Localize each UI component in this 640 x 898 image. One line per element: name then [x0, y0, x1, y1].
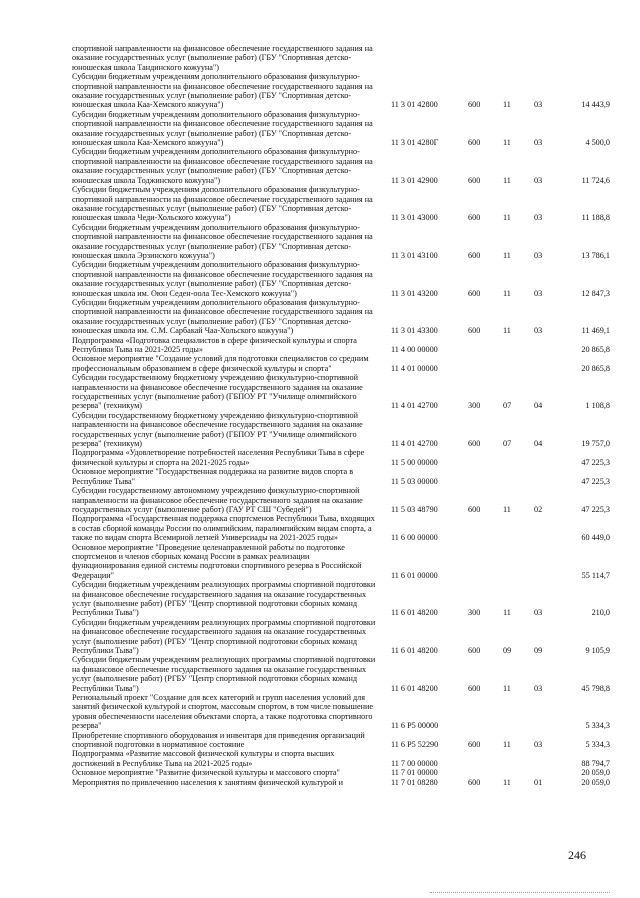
row-rz: 07: [503, 439, 512, 449]
row-description: Субсидии бюджетным учреждениям дополнительного образования физкультурно-спортивной направленности на финансовое обеспечение государственного задания на оказание государственных услуг (выполнение работ) (ГБУ "Спортивная детско-юношеская школа Каа-Хемского кожууна"): [72, 109, 373, 148]
row-rz: 11: [503, 288, 511, 298]
row-code: 11 6 00 00000: [391, 533, 438, 543]
table-row: [72, 655, 612, 693]
row-pr: 03: [534, 608, 543, 618]
table-row: [72, 467, 612, 486]
row-sum: 47 225,3: [581, 457, 610, 467]
table-row: [72, 693, 612, 731]
row-sum: 9 105,9: [585, 646, 610, 655]
row-vr: 600: [468, 740, 481, 750]
row-description: спортивной направленности на финансовое обеспечение государственного задания на оказание государственных услуг (выполнение работ) (ГБУ "Спортивная детско-юношеская школа Тандинского кожууна"): [72, 44, 373, 72]
table-row: [72, 580, 612, 618]
row-code: 11 6 P5 52290: [391, 740, 439, 750]
row-vr: 600: [468, 213, 481, 223]
row-description: Субсидии бюджетным учреждениям реализующих программы спортивной подготовки на финансовое обеспечение государственного задания на оказание государственных услуг (выполнение работ) (РГБУ "Центр спортивной подготовки сборных команд Республики Тыва"): [72, 617, 376, 655]
page-number: 246: [568, 848, 586, 862]
row-pr: 09: [534, 646, 543, 655]
table-row: [72, 185, 612, 223]
row-sum: 20 865,8: [581, 345, 610, 354]
row-description: Субсидии бюджетным учреждениям дополнительного образования физкультурно-спортивной направленности на финансовое обеспечение государственного задания на оказание государственных услуг (выполнение работ) (ГБУ "Спортивная детско-юношеская школа Тоджинского кожууна"): [72, 147, 373, 185]
table-row: [72, 778, 612, 787]
row-vr: 600: [468, 777, 481, 787]
row-pr: 03: [534, 175, 543, 185]
row-rz: 11: [503, 326, 511, 336]
row-vr: 600: [468, 138, 481, 148]
table-row: [72, 448, 612, 467]
row-description: Основное мероприятие "Создание условий для подготовки специалистов со средним профессиональным образованием в сфере физической культуры и спорта": [72, 354, 369, 373]
row-code: 11 3 01 43200: [391, 288, 438, 298]
row-rz: 11: [503, 608, 511, 618]
row-rz: 11: [503, 100, 511, 110]
row-pr: 03: [534, 250, 543, 260]
row-sum: 88 794,7: [581, 758, 610, 768]
row-code: 11 7 01 00000: [391, 768, 438, 778]
row-pr: 03: [534, 683, 543, 693]
row-code: 11 6 01 48200: [391, 608, 438, 618]
row-pr: 03: [534, 100, 543, 110]
table-row: [72, 411, 612, 449]
row-description: Субсидии государственному бюджетному учреждению физкультурно-спортивной направленности на финансовое обеспечение государственного задания на оказание государственных услуг (выполнение работ) (ГБПОУ РТ "Училище олимпийского резерва" (техникум): [72, 410, 363, 449]
row-sum: 12 847,3: [581, 288, 610, 298]
row-description: Подпрограмма «Подготовка специалистов в сфере физической культуры и спорта Республики Тыва на 2021-2025 годы»: [72, 335, 357, 354]
row-code: 11 3 01 42900: [391, 175, 438, 185]
table-row: [72, 373, 612, 411]
table-row: [72, 298, 612, 336]
table-row: [72, 514, 612, 542]
row-sum: 45 798,8: [581, 683, 610, 693]
row-pr: 03: [534, 288, 543, 298]
table-row: [72, 336, 612, 355]
row-description: Субсидии бюджетным учреждениям дополнительного образования физкультурно-спортивной направленности на финансовое обеспечение государственного задания на оказание государственных услуг (выполнение работ) (ГБУ "Спортивная детско-юношеская школа им. Оюн Седен-оола Тес-Хемского кожууна"): [72, 260, 373, 298]
row-vr: 600: [468, 646, 481, 655]
row-pr: 02: [534, 504, 543, 514]
row-sum: 1 108,8: [585, 401, 610, 411]
row-rz: 11: [503, 138, 511, 148]
budget-table: [72, 44, 612, 787]
table-row: [72, 618, 612, 656]
row-code: 11 4 01 42700: [391, 401, 438, 411]
row-code: 11 6 01 00000: [391, 570, 438, 580]
row-vr: 600: [468, 504, 481, 514]
table-row: [72, 486, 612, 514]
row-vr: 300: [468, 401, 481, 411]
row-rz: 09: [503, 646, 512, 655]
row-pr: 03: [534, 326, 543, 336]
table-row: [72, 72, 612, 110]
row-description: Субсидии государственному бюджетному учреждению физкультурно-спортивной направленности на финансовое обеспечение государственного задания на оказание государственных услуг (выполнение работ) (ГБПОУ РТ "Училище олимпийского резерва" (техникум): [72, 373, 363, 411]
row-sum: 11 469,1: [581, 326, 610, 336]
row-pr: 01: [534, 777, 543, 787]
row-description: Основное мероприятие "Проведение целенаправленной работы по подготовке спортсменов и членов сборных команд России в рамках реализации функционирования единой системы подготовки спортивного резерва в Российской Федерации": [72, 542, 362, 580]
row-pr: 04: [534, 401, 543, 411]
row-sum: 60 449,0: [581, 533, 610, 543]
table-row: [72, 731, 612, 750]
row-pr: 03: [534, 138, 543, 148]
row-code: 11 5 03 48790: [391, 504, 438, 514]
row-vr: 300: [468, 608, 481, 618]
row-description: Субсидии бюджетным учреждениям дополнительного образования физкультурно-спортивной направленности на финансовое обеспечение государственного задания на оказание государственных услуг (выполнение работ) (ГБУ "Спортивная детско-юношеская школа Каа-Хемского кожууна"): [72, 72, 373, 110]
row-sum: 19 757,0: [581, 439, 610, 449]
row-vr: 600: [468, 683, 481, 693]
row-code: 11 3 01 43000: [391, 213, 438, 223]
row-pr: 03: [534, 740, 543, 750]
table-row: [72, 44, 612, 72]
row-description: Субсидии бюджетным учреждениям реализующих программы спортивной подготовки на финансовое обеспечение государственного задания на оказание государственных услуг (выполнение работ) (РГБУ "Центр спортивной подготовки сборных команд Республики Тыва"): [72, 655, 376, 693]
row-code: 11 3 01 4280Г: [391, 138, 439, 148]
table-row: [72, 223, 612, 261]
row-vr: 600: [468, 100, 481, 110]
row-rz: 11: [503, 250, 511, 260]
row-code: 11 4 00 00000: [391, 345, 438, 354]
table-row: [72, 543, 612, 581]
row-code: 11 6 P5 00000: [391, 721, 439, 731]
table-row: [72, 147, 612, 185]
row-description: Подпрограмма «Развитие массовой физической культуры и спорта высших достижений в Республике Тыва на 2021-2025 годы»: [72, 749, 335, 768]
row-code: 11 3 01 42800: [391, 100, 438, 110]
row-sum: 20 059,0: [581, 768, 610, 778]
row-code: 11 6 01 48200: [391, 683, 438, 693]
row-description: Субсидии бюджетным учреждениям дополнительного образования физкультурно-спортивной направленности на финансовое обеспечение государственного задания на оказание государственных услуг (выполнение работ) (ГБУ "Спортивная детско-юношеская школа Эрзинского кожууна"): [72, 222, 373, 260]
row-description: Региональный проект "Создание для всех категорий и групп населения условий для занятий физической культурой и спортом, массовым спортом, в том числе повышение уровня обеспеченности населения объектами спорта, а также подготовка спортивного резерва": [72, 693, 373, 731]
row-description: Приобретение спортивного оборудования и инвентаря для приведения организаций спортивной подготовки в нормативное состояние: [72, 730, 365, 750]
row-sum: 47 225,3: [581, 504, 610, 514]
row-rz: 11: [503, 777, 511, 787]
row-sum: 14 443,9: [581, 100, 610, 110]
row-rz: 11: [503, 740, 511, 750]
row-code: 11 4 01 42700: [391, 439, 438, 449]
row-description: Подпрограмма «Удовлетворение потребностей населения Республики Тыва в сфере физической культуры и спорта на 2021-2025 годы»: [72, 448, 365, 467]
row-sum: 20 865,8: [581, 363, 610, 373]
row-code: 11 5 00 00000: [391, 457, 438, 467]
row-sum: 55 114,7: [581, 570, 610, 580]
row-description: Подпрограмма «Государственная поддержка спортсменов Республики Тыва, входящих в состав сборной команды России по олимпийским, паралимпийским видам спорта, а также по видам спорта Всемирной летней Универсиады на 2021-2025 годы»: [72, 514, 375, 543]
row-description: Субсидии бюджетным учреждениям дополнительного образования физкультурно-спортивной направленности на финансовое обеспечение государственного задания на оказание государственных услуг (выполнение работ) (ГБУ "Спортивная детско-юношеская школа им. С.М. Сарбакай Чаа-Хольского кожууна"): [72, 297, 373, 336]
table-row: [72, 749, 612, 768]
row-rz: 11: [503, 683, 511, 693]
row-pr: 04: [534, 439, 543, 449]
row-sum: 47 225,3: [581, 476, 610, 486]
row-description: Субсидии бюджетным учреждениям реализующих программы спортивной подготовки на финансовое обеспечение государственного задания на оказание государственных услуг (выполнение работ) (РГБУ "Центр спортивной подготовки сборных команд Республики Тыва"): [72, 580, 376, 618]
table-row: [72, 354, 612, 373]
row-sum: 13 786,1: [581, 250, 610, 260]
row-code: 11 7 01 08280: [391, 777, 438, 787]
row-sum: 5 334,3: [585, 740, 610, 750]
row-description: Основное мероприятие "Развитие физической культуры и массового спорта": [72, 768, 340, 778]
row-code: 11 3 01 43300: [391, 326, 438, 336]
row-rz: 11: [503, 175, 511, 185]
row-description: Субсидии бюджетным учреждениям дополнительного образования физкультурно-спортивной направленности на финансовое обеспечение государственного задания на оказание государственных услуг (выполнение работ) (ГБУ "Спортивная детско-юношеская школа Чеди-Хольского кожууна"): [72, 185, 373, 223]
row-sum: 20 059,0: [581, 777, 610, 787]
row-description: Основное мероприятие "Государственная поддержка на развитие видов спорта в Республике Тыва": [72, 467, 354, 486]
row-code: 11 5 03 00000: [391, 476, 438, 486]
row-sum: 210,0: [591, 608, 610, 618]
row-description: Субсидии государственному автономному учреждению физкультурно-спортивной направленности на финансовое обеспечение государственного задания на оказание государственных услуг (выполнение работ) (ГАУ РТ СШ "Субедей"): [72, 486, 363, 514]
table-row: [72, 260, 612, 298]
row-code: 11 7 00 00000: [391, 758, 438, 768]
row-code: 11 6 01 48200: [391, 646, 438, 655]
row-rz: 11: [503, 504, 511, 514]
row-vr: 600: [468, 439, 481, 449]
row-rz: 11: [503, 213, 511, 223]
table-row: [72, 110, 612, 148]
row-code: 11 3 01 43100: [391, 250, 438, 260]
row-description: Мероприятия по привлечению населения к занятиям физической культурой и: [72, 777, 344, 787]
row-code: 11 4 01 00000: [391, 363, 438, 373]
row-vr: 600: [468, 175, 481, 185]
row-sum: 4 500,0: [585, 138, 610, 148]
row-vr: 600: [468, 288, 481, 298]
row-vr: 600: [468, 250, 481, 260]
row-vr: 600: [468, 326, 481, 336]
table-row: [72, 768, 612, 777]
footer-divider: [430, 892, 610, 893]
row-sum: 11 724,6: [581, 175, 610, 185]
row-rz: 07: [503, 401, 512, 411]
row-sum: 5 334,3: [585, 721, 610, 731]
row-pr: 03: [534, 213, 543, 223]
row-sum: 11 188,8: [581, 213, 610, 223]
